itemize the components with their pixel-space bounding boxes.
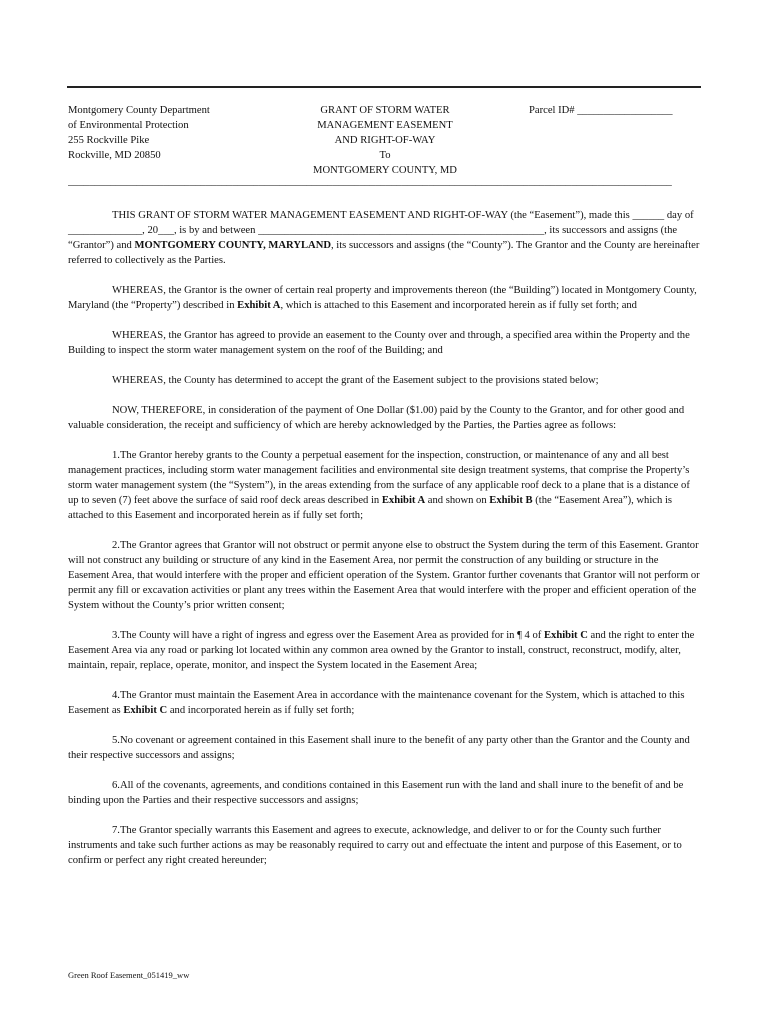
document-title bbox=[280, 103, 490, 178]
whereas-text: , which is attached to this Easement and incorporated herein as if fully set forth; and bbox=[280, 300, 637, 311]
clause-4 bbox=[68, 688, 702, 718]
clause-1 bbox=[68, 448, 702, 523]
clause-number: 2. bbox=[112, 540, 120, 551]
clause-text: The Grantor must maintain the Easement Area in accordance with the maintenance covenant for the System, which is attached to this Easement as bbox=[68, 690, 685, 716]
clause-text: and incorporated herein as if fully set forth; bbox=[167, 705, 355, 716]
clause-text: The Grantor agrees that Grantor will not obstruct or permit anyone else to obstruct the System during the term of this Easement. Grantor will not construct any building or structure of any kind in the Easement Area, nor permit the construction of any building or structure in the Easement Area, that would interfere with the proper and efficient operation of the System. Grantor further covenants that Grantor will not perform or permit any fill or excavation activities or plant any trees within the Easement Area that would interfere with the proper and efficient operation of the System without the County’s prior written consent; bbox=[68, 540, 700, 611]
clause-number: 1. bbox=[112, 450, 120, 461]
clause-2 bbox=[68, 538, 702, 613]
clause-text: and the right to enter the Easement Area via any road or parking lot located within any common area owned by the Grantor to install, construct, reconstruct, modify, alter, maintain, repair, replace, operate, monitor, and inspect the System located in the Easement Area; bbox=[68, 630, 695, 671]
whereas-paragraph bbox=[68, 283, 702, 313]
address-line: Rockville, MD 20850 bbox=[68, 150, 161, 161]
department-address bbox=[68, 103, 278, 163]
address-line: Montgomery County Department bbox=[68, 105, 210, 116]
clause-number: 7. bbox=[112, 825, 120, 836]
header-separator: __________________________________________________________________________________________________________________ bbox=[68, 176, 672, 187]
exhibit-ref: Exhibit C bbox=[123, 705, 168, 716]
clause-number: 3. bbox=[112, 630, 120, 641]
whereas-paragraph: WHEREAS, the Grantor has agreed to provide an easement to the County over and through, a specified area within the Property and the Building to inspect the storm water management system on the roof of the Building; and bbox=[68, 330, 690, 356]
document-body bbox=[68, 208, 702, 883]
clause-text: No covenant or agreement contained in this Easement shall inure to the benefit of any party other than the Grantor and the County and their respective successors and assigns; bbox=[68, 735, 690, 761]
exhibit-ref: Exhibit A bbox=[381, 495, 426, 506]
intro-paragraph bbox=[68, 208, 702, 268]
county-name: MONTGOMERY COUNTY, MARYLAND bbox=[134, 240, 331, 251]
clause-7 bbox=[68, 823, 702, 868]
intro-text: , its successors and assigns (the “County”). The Grantor and the County are hereinafter referred to collectively as the Parties. bbox=[68, 240, 700, 266]
clause-text: The Grantor hereby grants to the County a perpetual easement for the inspection, construction, or maintenance of any and all best management practices, including storm water management facilities and environmental site design treatment systems, that comprise the Property’s storm water management system (the “System”), in the areas extending from the surface of any applicable roof deck to a plane that is a distance of up to seven (7) feet above the surface of said roof deck areas described in bbox=[68, 450, 690, 506]
page-footer: Green Roof Easement_051419_ww bbox=[68, 970, 190, 980]
address-line: 255 Rockville Pike bbox=[68, 135, 150, 146]
exhibit-ref: Exhibit C bbox=[543, 630, 588, 641]
clause-number: 4. bbox=[112, 690, 120, 701]
clause-text: (the “Easement Area”), which is attached to this Easement and incorporated herein as if fully set forth; bbox=[68, 495, 673, 521]
parcel-id: Parcel ID# __________________ bbox=[529, 105, 673, 116]
whereas-paragraph: WHEREAS, the County has determined to accept the grant of the Easement subject to the provisions stated below; bbox=[112, 375, 599, 386]
now-therefore-paragraph: NOW, THEREFORE, in consideration of the payment of One Dollar ($1.00) paid by the County to the Grantor, and for other good and valuable consideration, the receipt and sufficiency of which are hereby acknowledged by the Parties, the Parties agree as follows: bbox=[68, 405, 685, 431]
top-rule bbox=[67, 86, 701, 88]
title-line: MONTGOMERY COUNTY, MD bbox=[313, 165, 457, 176]
clause-text: All of the covenants, agreements, and conditions contained in this Easement run with the land and shall inure to the benefit of and be binding upon the Parties and their respective successors and assigns; bbox=[68, 780, 684, 806]
whereas-text: WHEREAS, the Grantor is the owner of certain real property and improvements thereon (the “Building”) located in Montgomery County, Maryland (the “Property”) described in bbox=[68, 285, 697, 311]
clause-3 bbox=[68, 628, 702, 673]
clause-number: 5. bbox=[112, 735, 120, 746]
clause-text: and shown on bbox=[425, 495, 490, 506]
clause-text: The County will have a right of ingress and egress over the Easement Area as provided for in ¶ 4 of bbox=[119, 630, 544, 641]
clause-6 bbox=[68, 778, 702, 808]
intro-text: THIS GRANT OF STORM WATER MANAGEMENT EASEMENT AND RIGHT-OF-WAY (the “Easement”), made this ______ day of ______________, 20___, is by and between ______________________________________________________, its successors and assigns (the “Grantor”) and bbox=[68, 210, 694, 251]
clause-5 bbox=[68, 733, 702, 763]
clause-text: The Grantor specially warrants this Easement and agrees to execute, acknowledge, and deliver to or for the County such further instruments and take such further actions as may be reasonably required to carry out and effectuate the intent and purpose of this Easement, or to confirm or perfect any right created hereunder; bbox=[68, 825, 682, 866]
address-line: of Environmental Protection bbox=[68, 120, 189, 131]
title-line: GRANT OF STORM WATER bbox=[320, 105, 450, 116]
title-line: MANAGEMENT EASEMENT bbox=[317, 120, 453, 131]
clause-number: 6. bbox=[112, 780, 120, 791]
title-line: AND RIGHT-OF-WAY bbox=[334, 135, 436, 146]
title-line: To bbox=[379, 150, 391, 161]
exhibit-ref: Exhibit B bbox=[489, 495, 533, 506]
exhibit-ref: Exhibit A bbox=[237, 300, 281, 311]
